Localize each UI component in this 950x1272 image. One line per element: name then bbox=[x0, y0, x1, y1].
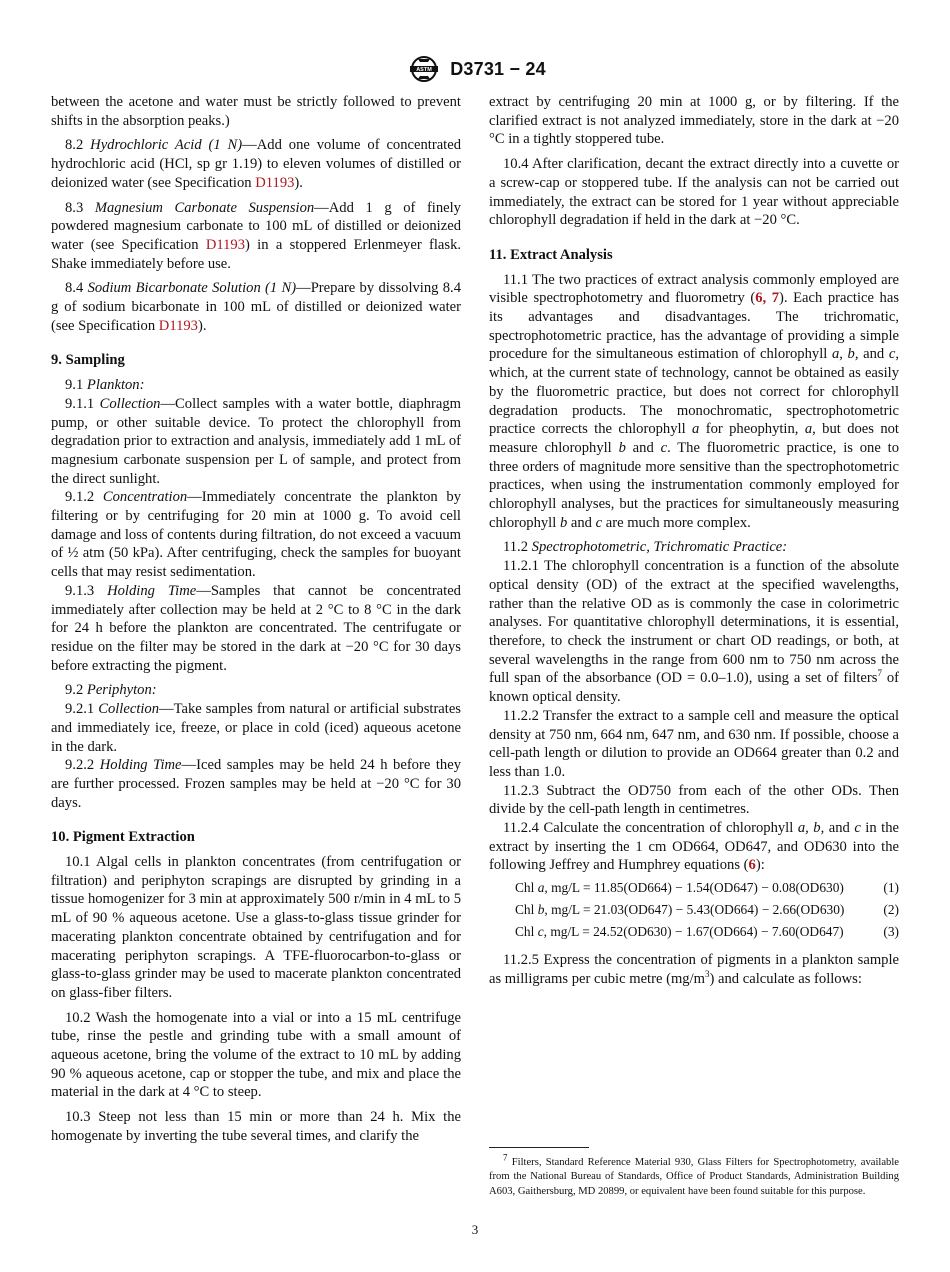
left-column bbox=[51, 93, 461, 1152]
section-11-2-4: 11.2.4 Calculate the concentration of chlorophyll a, b, and c in the extract by inserting the 1 cm OD664, OD647, and OD630 into the following Jeffrey and Humphrey equations (6): bbox=[489, 820, 899, 874]
section-10-4: 10.4 After clarification, decant the extract directly into a cuvette or a screw-cap or stoppered tube. If the analysis can not be carried out immediately, the extract can be stored for 1 year without appreciable chlorophyll degradation if held in the dark at −20 °C. bbox=[489, 156, 899, 229]
right-column bbox=[489, 93, 899, 995]
heading-extract-analysis: 11. Extract Analysis bbox=[489, 246, 613, 263]
spec-link-d1193[interactable]: D1193 bbox=[255, 174, 295, 191]
section-9-1-1: 9.1.1 Collection—Collect samples with a water bottle, diaphragm pump, or other suitable device. To protect the chlorophyll from degradation prior to extraction and analysis, immediately add 1 mL of magnesium carbonate suspension per L of sample, and protect from the direct sunlight. bbox=[51, 395, 461, 487]
section-9-1-3: 9.1.3 Holding Time—Samples that cannot be concentrated immediately after collection may be held at 2 °C to 8 °C in the dark for 24 h before the plankton are concentrated. The centrifugate or residue on the filter may be stored in the dark at −20 °C for 30 days before extracting the pigment. bbox=[51, 582, 461, 674]
equation-2: Chl b, mg/L = 21.03(OD647) − 5.43(OD664) − 2.66(OD630) (2) bbox=[515, 902, 899, 918]
paragraph-intro: between the acetone and water must be strictly followed to prevent shifts in the absorption peaks.) bbox=[51, 94, 461, 129]
section-11-2-5: 11.2.5 Express the concentration of pigments in a plankton sample as milligrams per cubic metre $(mg/m^3)$ and calculate as follows: bbox=[489, 952, 899, 987]
section-8-2: 8.2 Hydrochloric Acid (1 N)—Add one volume of concentrated hydrochloric acid (HCl, sp gr 1.19) to eleven volumes of distilled or deionized water (see Specification D1193). bbox=[51, 137, 461, 191]
footnote bbox=[489, 1147, 899, 1199]
equation-number: (2) bbox=[883, 902, 899, 918]
section-11-2-1: 11.2.1 The chlorophyll concentration is a function of the absolute optical density (OD) of the extract at the specified wavelengths, rather than the relative OD as is commonly the case in colorimetric analyses. For quantitative chlorophyll determinations, it is essential, therefore, to check the instrument or chart OD readings, or both, at several wavelengths in the range from 600 nm to 750 nm across the full span of the absorbance (OD = 0.0–1.0), using a set of filters$^7$ of known optical density. bbox=[489, 558, 899, 706]
section-9-1-2: 9.1.2 Concentration—Immediately concentrate the plankton by filtering or by centrifuging for 20 min at 1000 g. To avoid cell damage and loss of contents during filtration, do not exceed a vacuum of ½ atm (50 kPa). After centrifuging, check the samples for buoyant cells that may resist sedimentation. bbox=[51, 489, 461, 581]
section-10-2: 10.2 Wash the homogenate into a vial or into a 15 mL centrifuge tube, rinse the pestle and grinding tube with a small amount of aqueous acetone, bring the volume of the extract to 10 mL by adding 90 % aqueous acetone, cap or stopper the tube, and mix and place the material in the dark at 4 °C to steep. bbox=[51, 1009, 461, 1101]
reference-link[interactable]: 7 bbox=[771, 290, 780, 307]
section-8-4: 8.4 Sodium Bicarbonate Solution (1 N)—Prepare by dissolving 8.4 g of sodium bicarbonate in 100 mL of distilled or deionized water (see Specification D1193). bbox=[51, 280, 461, 334]
astm-logo-icon bbox=[404, 54, 444, 84]
standard-designation: D3731 − 24 bbox=[450, 58, 546, 79]
section-10-3: 10.3 Steep not less than 15 min or more than 24 h. Mix the homogenate by inverting the tube several times, and clarify the bbox=[51, 1109, 461, 1144]
svg-text:ASTM: ASTM bbox=[416, 67, 432, 74]
section-11-2-2: 11.2.2 Transfer the extract to a sample cell and measure the optical density at 750 nm, 664 nm, 647 nm, and 630 nm. If possible, choose a cell-path length or dilution to provide an OD664 greater than 0.2 and less than 1.0. bbox=[489, 707, 900, 780]
section-9-2-2: 9.2.2 Holding Time—Iced samples may be held 24 h before they are further processed. Frozen samples may be held at −20 °C for 30 days. bbox=[51, 757, 461, 811]
equation-number: (1) bbox=[883, 880, 899, 896]
section-11-1: 11.1 The two practices of extract analysis commonly employed are visible spectrophotometry and fluorometry (6, 7). Each practice has its advantages and disadvantages. The trichromatic, spectrophotometric practice, has the advantage of providing a simple procedure for the simultaneous estimation of chlorophyll a, b, and c, which, at the current state of technology, cannot be obtained as easily by the fluorometric practice, but does not correct for chlorophyll degradation products. The monochromatic, spectrophotometric practice corrects the chlorophyll a for pheophytin, a, but does not measure chlorophyll b and c. The fluorometric practice, is one to three orders of magnitude more sensitive than the spectrophotometric practices, when using the instrumentation commonly employed for chlorophyll analyses, but the practices for simultaneously measuring chlorophyll b and c are much more complex. bbox=[489, 271, 900, 531]
reference-link[interactable]: 6 bbox=[748, 857, 756, 874]
spec-link-d1193[interactable]: D1193 bbox=[158, 317, 198, 334]
section-9-2-1: 9.2.1 Collection—Take samples from natural or artificial substrates and immediately ice, freeze, or place in cold (iced) aqueous acetone in the dark. bbox=[51, 701, 461, 755]
section-10-1: 10.1 Algal cells in plankton concentrates (from centrifugation or filtration) and periphyton scrapings are disrupted by grinding in a tissue homogenizer for 3 min at approximately 500 r/min in 4 mL to 5 mL of 90 % aqueous acetone. Use a glass-to-glass tissue grinder for macerating plankton concentrate obtained by centrifugation and for macerating periphyton scrapings. A TFE-fluorocarbon-to-glass or glass-to-glass grinder may be used to macerate plankton concentrated on glass-fiber filters. bbox=[51, 854, 462, 1001]
section-8-3: 8.3 Magnesium Carbonate Suspension—Add 1 g of finely powdered magnesium carbonate to 100 mL of distilled or deionized water (see Specification D1193) in a stoppered Erlenmeyer flask. Shake immediately before use. bbox=[51, 199, 462, 272]
equation-3: Chl c, mg/L = 24.52(OD630) − 1.67(OD664) − 7.60(OD647) (3) bbox=[515, 924, 899, 940]
section-11-2: 11.2 Spectrophotometric, Trichromatic Practice: bbox=[503, 539, 788, 556]
heading-sampling: 9. Sampling bbox=[51, 352, 125, 369]
reference-link[interactable]: 6 bbox=[755, 290, 763, 307]
equation-number: (3) bbox=[883, 924, 899, 940]
heading-pigment-extraction: 10. Pigment Extraction bbox=[51, 829, 195, 846]
footnote-marker[interactable]: 7 bbox=[877, 668, 882, 679]
paragraph-continued: extract by centrifuging 20 min at 1000 g, or by filtering. If the clarified extract is not analyzed immediately, store in the dark at −20 °C in a tightly stoppered tube. bbox=[489, 94, 899, 148]
section-11-2-3: 11.2.3 Subtract the OD750 from each of the other ODs. Then divide by the cell-path length in centimetres. bbox=[489, 782, 899, 818]
footnote-divider bbox=[489, 1147, 589, 1148]
page-header bbox=[0, 54, 950, 84]
equation-1: Chl a, mg/L = 11.85(OD664) − 1.54(OD647) − 0.08(OD630) (1) bbox=[515, 880, 899, 896]
page-number: 3 bbox=[471, 1222, 479, 1237]
spec-link-d1193[interactable]: D1193 bbox=[205, 236, 245, 253]
section-9-2: 9.2 Periphyton: bbox=[65, 682, 157, 699]
section-9-1: 9.1 Plankton: bbox=[65, 377, 145, 394]
footnote-text: $^7$ Filters, Standard Reference Material 930, Glass Filters for Spectrophotometry, available from the National Bureau of Standards, Office of Product Standards, Administration Building A603, Gaithersburg, MD 20899, or equivalent have been found suitable for this purpose. bbox=[489, 1152, 899, 1197]
